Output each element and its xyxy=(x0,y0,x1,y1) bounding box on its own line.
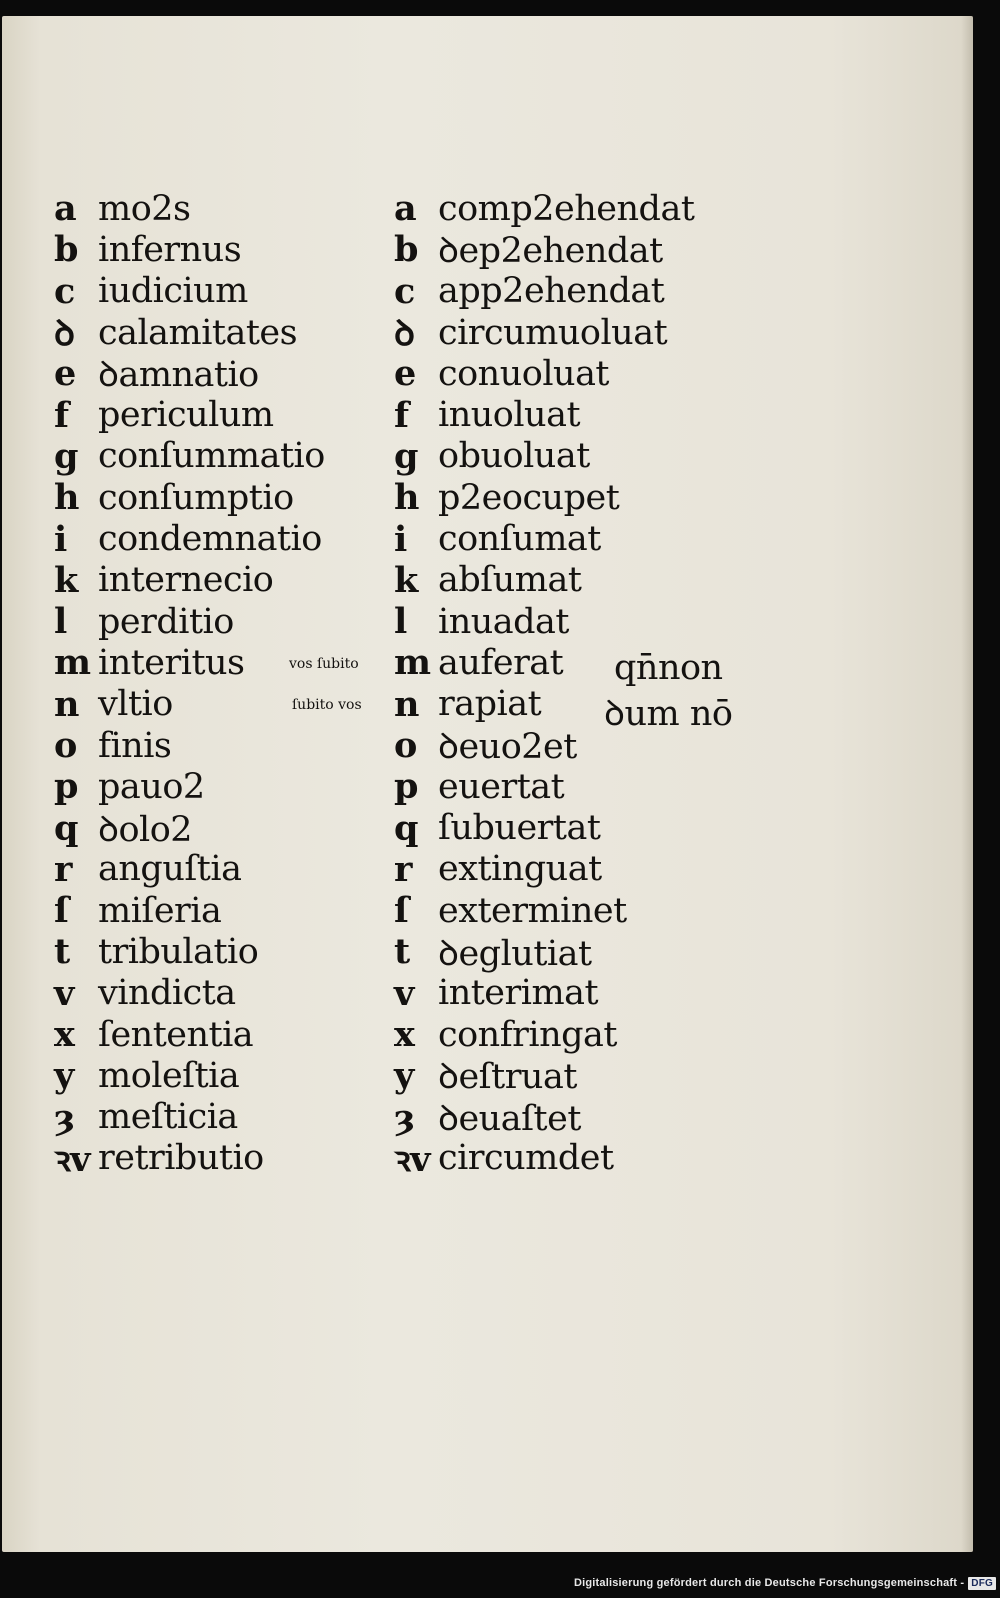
left-letter: l xyxy=(54,601,67,643)
digitization-footer xyxy=(574,1572,996,1594)
right-row xyxy=(394,601,694,642)
left-word: interitus xyxy=(98,642,245,683)
margin-note-m: qn̄non xyxy=(614,648,723,688)
left-word: miſeria xyxy=(98,890,222,931)
right-row xyxy=(394,353,694,394)
right-row xyxy=(394,394,694,435)
inline-note-m: vos ſubito xyxy=(289,656,359,672)
left-row xyxy=(54,271,325,312)
right-word: circumuoluat xyxy=(438,312,668,353)
left-letter: o xyxy=(54,725,77,766)
left-letter: i xyxy=(54,518,67,560)
left-row xyxy=(54,684,325,725)
right-word: ꝺeuaſtet xyxy=(438,1098,581,1139)
left-row xyxy=(54,973,325,1014)
right-word: inuadat xyxy=(438,601,569,642)
left-word: infernus xyxy=(98,229,242,270)
left-letter: b xyxy=(54,229,78,271)
left-word: vltio xyxy=(98,684,173,725)
left-letter: x xyxy=(54,1014,75,1056)
right-row xyxy=(394,807,694,848)
right-letter: p xyxy=(394,766,418,808)
left-row xyxy=(54,931,325,972)
left-row xyxy=(54,312,325,353)
left-letter: c xyxy=(54,270,75,312)
left-row xyxy=(54,766,325,807)
right-letter: n xyxy=(394,683,419,725)
left-row xyxy=(54,353,325,394)
left-letter: r xyxy=(54,848,72,890)
right-row xyxy=(394,271,694,312)
right-row xyxy=(394,973,694,1014)
left-letter: h xyxy=(54,477,79,519)
left-row xyxy=(54,436,325,477)
right-word: ꝺeglutiat xyxy=(438,933,592,974)
right-row xyxy=(394,766,694,807)
left-letter: f xyxy=(54,394,69,436)
right-letter: h xyxy=(394,477,419,519)
right-word: auferat xyxy=(438,642,564,683)
right-word: ꝺeſtruat xyxy=(438,1057,577,1098)
left-row xyxy=(54,849,325,890)
right-row xyxy=(394,1014,694,1055)
right-word: ꝺeuo2et xyxy=(438,727,577,768)
right-row xyxy=(394,931,694,972)
right-row xyxy=(394,1097,694,1138)
left-row xyxy=(54,560,325,601)
left-row xyxy=(54,1014,325,1055)
right-word: circumdet xyxy=(438,1138,614,1179)
left-letter: v xyxy=(54,972,74,1014)
right-row xyxy=(394,890,694,931)
margin-note-n: ꝺum nō xyxy=(604,694,733,734)
right-word: rapiat xyxy=(438,684,542,725)
right-letter: ȝ xyxy=(394,1096,415,1138)
right-word: p2eocupet xyxy=(438,477,620,518)
left-letter: k xyxy=(54,559,78,601)
left-word: mo2s xyxy=(98,188,191,229)
right-letter: l xyxy=(394,601,407,643)
left-word: ꝺolo2 xyxy=(98,809,193,850)
right-row xyxy=(394,560,694,601)
left-letter: e xyxy=(54,353,76,395)
left-row xyxy=(54,518,325,559)
left-letter: m xyxy=(54,642,91,684)
left-row xyxy=(54,1097,325,1138)
right-letter: x xyxy=(394,1014,415,1056)
left-word: iudicium xyxy=(98,271,248,312)
right-word: app2ehendat xyxy=(438,271,665,312)
left-row xyxy=(54,890,325,931)
left-letter: y xyxy=(54,1055,74,1097)
left-word: meſticia xyxy=(98,1097,238,1138)
left-letter: q xyxy=(54,807,78,849)
right-letter: k xyxy=(394,559,418,601)
right-row xyxy=(394,312,694,353)
right-letter: ꝺ xyxy=(394,313,415,355)
left-word: anguſtia xyxy=(98,849,242,890)
right-row xyxy=(394,229,694,270)
right-letter: t xyxy=(394,931,410,973)
right-word: conſumat xyxy=(438,519,601,560)
right-letter: f xyxy=(394,394,409,436)
right-word: obuoluat xyxy=(438,436,590,477)
left-row xyxy=(54,394,325,435)
right-row xyxy=(394,1138,694,1179)
right-word: euertat xyxy=(438,766,565,807)
left-word: internecio xyxy=(98,560,274,601)
right-letter: i xyxy=(394,518,407,560)
right-word: confringat xyxy=(438,1014,617,1055)
right-word: abſumat xyxy=(438,560,582,601)
left-word: retributio xyxy=(98,1138,264,1179)
left-letter: n xyxy=(54,683,79,725)
left-row xyxy=(54,1138,325,1179)
left-letter: g xyxy=(54,435,78,477)
left-row xyxy=(54,229,325,270)
left-letter: ꝛv xyxy=(54,1138,90,1180)
dfg-logo: DFG xyxy=(968,1577,996,1590)
right-row xyxy=(394,518,694,559)
left-letter: p xyxy=(54,766,78,808)
right-letter: v xyxy=(394,972,414,1014)
right-word: ſubuertat xyxy=(438,808,601,849)
right-letter: q xyxy=(394,807,418,849)
left-row xyxy=(54,601,325,642)
page-edge-shadow xyxy=(961,16,973,1552)
book-page xyxy=(2,16,973,1552)
left-row xyxy=(54,642,325,683)
inline-note-n: ſubito vos xyxy=(292,697,362,713)
right-word: inuoluat xyxy=(438,395,581,436)
right-letter: o xyxy=(394,725,417,766)
right-row xyxy=(394,188,694,229)
right-word: exterminet xyxy=(438,890,627,931)
left-row xyxy=(54,807,325,848)
left-word: calamitates xyxy=(98,312,298,353)
right-word: extinguat xyxy=(438,849,602,890)
left-letter: a xyxy=(54,188,77,230)
left-word: periculum xyxy=(98,395,274,436)
left-row xyxy=(54,188,325,229)
left-row xyxy=(54,725,325,766)
left-word: moleſtia xyxy=(98,1055,240,1096)
right-letter: y xyxy=(394,1055,414,1097)
left-word: perditio xyxy=(98,601,234,642)
right-row xyxy=(394,1055,694,1096)
left-row xyxy=(54,477,325,518)
left-letter: t xyxy=(54,931,70,973)
right-word: conuoluat xyxy=(438,353,609,394)
right-letter: b xyxy=(394,229,418,271)
right-letter: e xyxy=(394,353,416,395)
right-letter: ſ xyxy=(394,890,409,932)
left-word: tribulatio xyxy=(98,931,259,972)
footer-text: Digitalisierung gefördert durch die Deutsche Forschungsgemeinschaft - xyxy=(573,1577,965,1589)
left-word: pauo2 xyxy=(98,766,205,807)
left-letter: ȝ xyxy=(54,1096,75,1138)
left-column xyxy=(54,188,325,1179)
right-word: comp2ehendat xyxy=(438,188,695,229)
right-letter: g xyxy=(394,435,418,477)
right-row xyxy=(394,436,694,477)
left-word: conſumptio xyxy=(98,477,294,518)
left-word: ꝺamnatio xyxy=(98,355,259,396)
left-row xyxy=(54,1055,325,1096)
left-word: condemnatio xyxy=(98,519,322,560)
right-row xyxy=(394,477,694,518)
left-letter: ſ xyxy=(54,890,69,932)
right-row xyxy=(394,849,694,890)
right-letter: m xyxy=(394,642,431,684)
right-letter: a xyxy=(394,188,417,230)
left-word: vindicta xyxy=(98,973,236,1014)
right-letter: r xyxy=(394,848,412,890)
left-word: conſummatio xyxy=(98,436,325,477)
right-word: interimat xyxy=(438,973,599,1014)
right-word: ꝺep2ehendat xyxy=(438,231,663,272)
right-letter: c xyxy=(394,270,415,312)
left-letter: ꝺ xyxy=(54,313,75,355)
right-letter: ꝛv xyxy=(394,1138,430,1180)
left-word: ſententia xyxy=(98,1014,254,1055)
left-word: finis xyxy=(98,725,172,766)
